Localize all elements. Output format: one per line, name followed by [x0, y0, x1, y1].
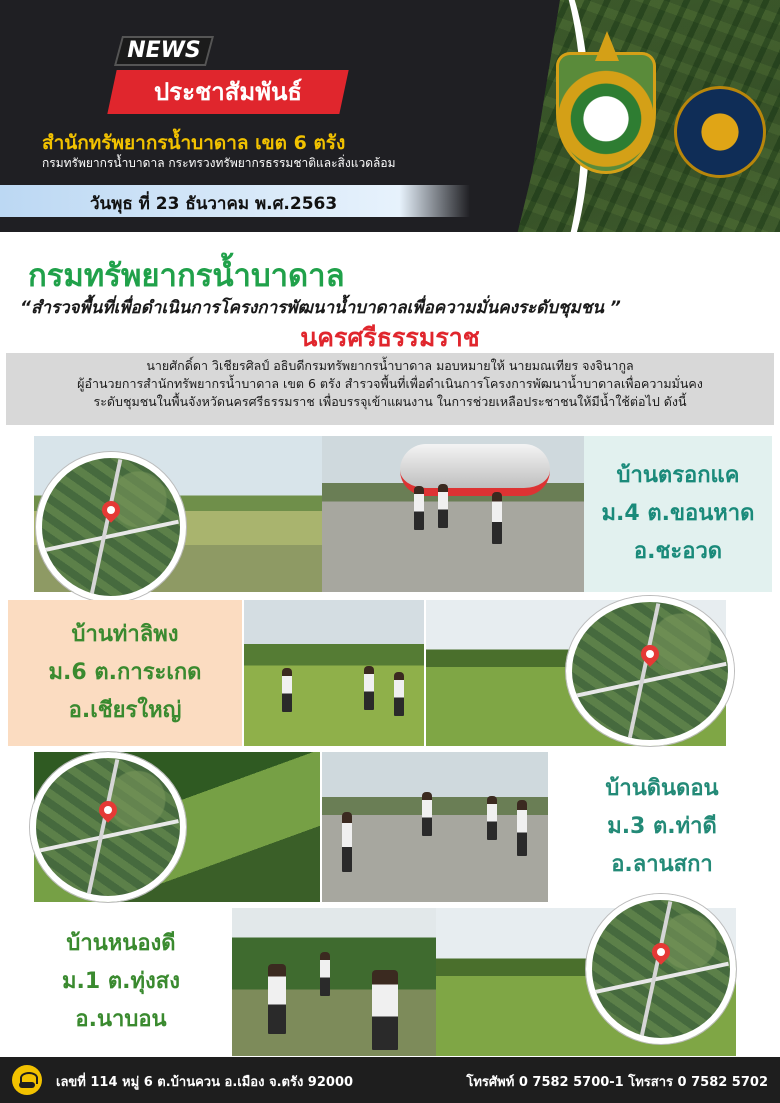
district-name: อ.ชะอวด — [633, 539, 723, 564]
pr-label: ประชาสัมพันธ์ — [153, 78, 303, 106]
office-name: สำนักทรัพยากรน้ำบาดาล เขต 6 ตรัง — [42, 132, 346, 154]
site-photo-field — [244, 600, 424, 746]
header-banner — [0, 0, 780, 232]
intro-line-1: นายศักดิ์ดา วิเชียรศิลป์ อธิบดีกรมทรัพยากรน้ำบาดาล มอบหมายให้ นายมณเทียร จงจินากูล — [146, 358, 634, 373]
moo-subdistrict: ม.4 ต.ขอนหาด — [601, 501, 755, 526]
site-photo-team — [232, 908, 436, 1056]
page-title: กรมทรัพยากรน้ำบาดาล — [28, 258, 345, 294]
map-thumbnail — [566, 596, 734, 746]
region-title: นครศรีธรรมราช — [300, 323, 480, 352]
footer-address: เลขที่ 114 หมู่ 6 ต.บ้านควน อ.เมือง จ.ตรัง 92000 — [56, 1075, 354, 1090]
date-bar — [0, 185, 470, 217]
intro-line-2: ผู้อำนวยการสำนักทรัพยากรน้ำบาดาล เขต 6 ตรัง สำรวจพื้นที่เพื่อดำเนินการโครงการพัฒนาน้ำบาดาลเพื่อความมั่นคง — [77, 376, 703, 391]
district-name: อ.เชียรใหญ่ — [68, 698, 182, 723]
publish-date: วันพุธ ที่ 23 ธันวาคม พ.ศ.2563 — [90, 194, 338, 214]
village-name: บ้านหนองดี — [66, 931, 176, 956]
ministry-emblem-icon — [556, 52, 656, 174]
project-title: “สำรวจพื้นที่เพื่อดำเนินการโครงการพัฒนาน้ำบาดาลเพื่อความมั่นคงระดับชุมชน ” — [20, 298, 621, 318]
news-badge — [114, 36, 214, 66]
location-label-2 — [8, 600, 242, 746]
contact-icon — [12, 1065, 42, 1095]
pr-banner — [107, 70, 348, 114]
location-label-1 — [584, 436, 772, 592]
moo-subdistrict: ม.1 ต.ทุ่งสง — [62, 969, 180, 994]
moo-subdistrict: ม.6 ต.การะเกด — [48, 660, 202, 685]
news-label: NEWS — [127, 38, 201, 63]
department-name: กรมทรัพยากรน้ำบาดาล กระทรวงทรัพยากรธรรมชาติและสิ่งแวดล้อม — [42, 156, 396, 170]
district-name: อ.ลานสกา — [611, 852, 713, 877]
location-pin-icon — [637, 641, 662, 666]
district-name: อ.นาบอน — [75, 1007, 167, 1032]
site-photo-road — [322, 752, 548, 902]
intro-line-3: ระดับชุมชนในพื้นจังหวัดนครศรีธรรมราช เพื่อบรรจุเข้าแผนงาน ในการช่วยเหลือประชาชนให้มีน้ำใช้ต่อไป ดังนี้ — [93, 394, 687, 409]
intro-box — [6, 353, 774, 425]
location-label-4 — [10, 908, 232, 1056]
village-name: บ้านดินดอน — [605, 776, 719, 801]
department-seal-icon — [674, 86, 766, 178]
village-name: บ้านท่าลิพง — [71, 622, 179, 647]
map-thumbnail — [586, 894, 736, 1044]
map-thumbnail — [30, 752, 186, 902]
location-pin-icon — [95, 797, 120, 822]
location-pin-icon — [648, 939, 673, 964]
location-label-3 — [550, 752, 774, 902]
moo-subdistrict: ม.3 ต.ท่าดี — [607, 814, 717, 839]
map-thumbnail — [36, 452, 186, 602]
footer-contact: โทรศัพท์ 0 7582 5700-1 โทรสาร 0 7582 5702 — [466, 1075, 768, 1090]
footer — [0, 1057, 780, 1103]
village-name: บ้านตรอกแค — [616, 463, 740, 488]
site-photo-tanker — [322, 436, 584, 592]
location-pin-icon — [98, 497, 123, 522]
